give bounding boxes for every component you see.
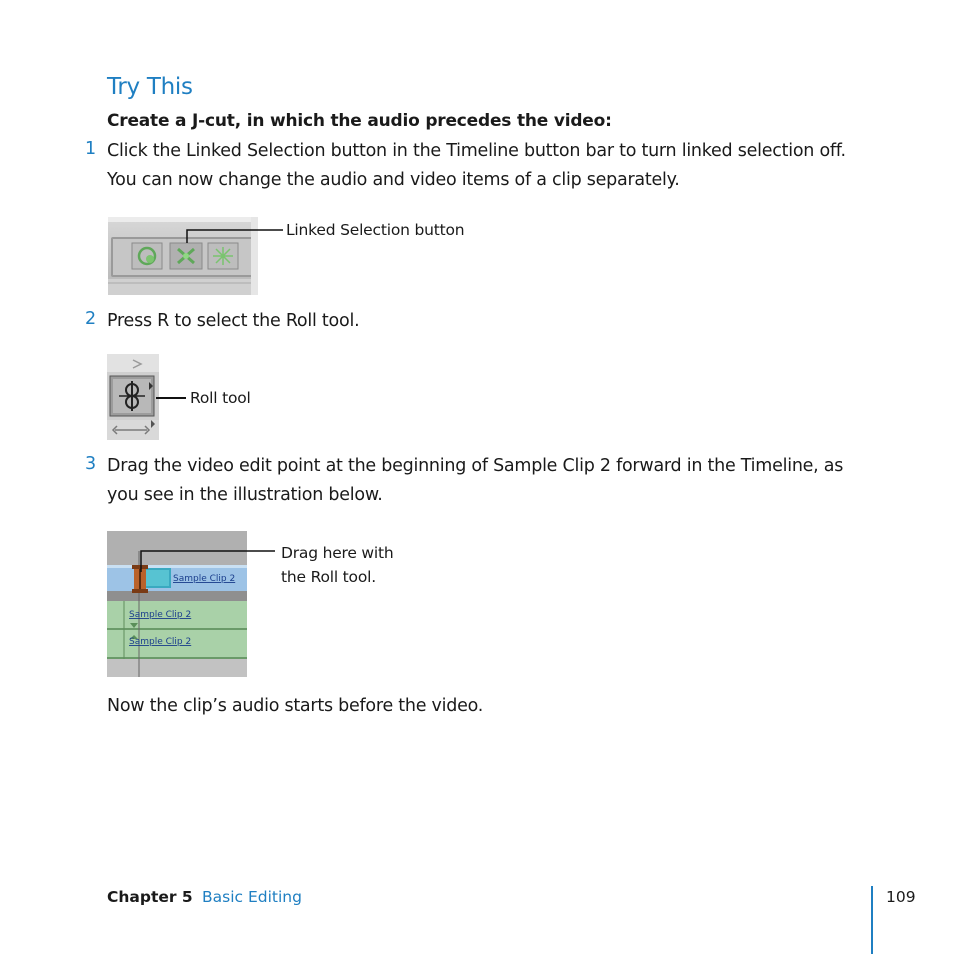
audio-clip-label-1: Sample Clip 2 bbox=[129, 610, 192, 620]
conclusion-text: Now the clip’s audio starts before the video. bbox=[107, 696, 484, 716]
roll-callout-leader-line bbox=[140, 548, 275, 572]
step-3-text-line-2: you see in the illustration below. bbox=[107, 485, 383, 505]
footer-divider bbox=[871, 886, 873, 954]
drag-callout-line-1: Drag here with bbox=[281, 544, 394, 562]
roll-tool-callout: Roll tool bbox=[190, 389, 251, 407]
linked-selection-leader-line bbox=[186, 228, 283, 242]
video-clip-label: Sample Clip 2 bbox=[173, 574, 236, 584]
drag-callout-line-2: the Roll tool. bbox=[281, 568, 376, 586]
step-3-number: 3 bbox=[85, 454, 97, 474]
step-1-number: 1 bbox=[85, 139, 97, 159]
footer-chapter: Chapter 5 bbox=[107, 888, 193, 906]
task-heading: Create a J-cut, in which the audio precedes the video: bbox=[107, 111, 612, 131]
roll-tool-figure bbox=[107, 354, 159, 440]
section-title: Try This bbox=[107, 74, 193, 100]
linked-selection-callout: Linked Selection button bbox=[286, 221, 465, 239]
audio-clip-label-2: Sample Clip 2 bbox=[129, 637, 192, 647]
page-number: 109 bbox=[886, 888, 916, 906]
step-3-text-line-1: Drag the video edit point at the beginning of Sample Clip 2 forward in the Timeline, as bbox=[107, 456, 844, 476]
step-2-number: 2 bbox=[85, 309, 97, 329]
step-2-text: Press R to select the Roll tool. bbox=[107, 311, 360, 331]
step-1-text-line-2: You can now change the audio and video items of a clip separately. bbox=[107, 170, 680, 190]
tool-palette-image bbox=[107, 354, 159, 440]
step-1-text-line-1: Click the Linked Selection button in the Timeline button bar to turn linked selection off. bbox=[107, 141, 846, 161]
footer-section-title: Basic Editing bbox=[202, 888, 302, 906]
roll-tool-leader-line bbox=[156, 397, 186, 399]
